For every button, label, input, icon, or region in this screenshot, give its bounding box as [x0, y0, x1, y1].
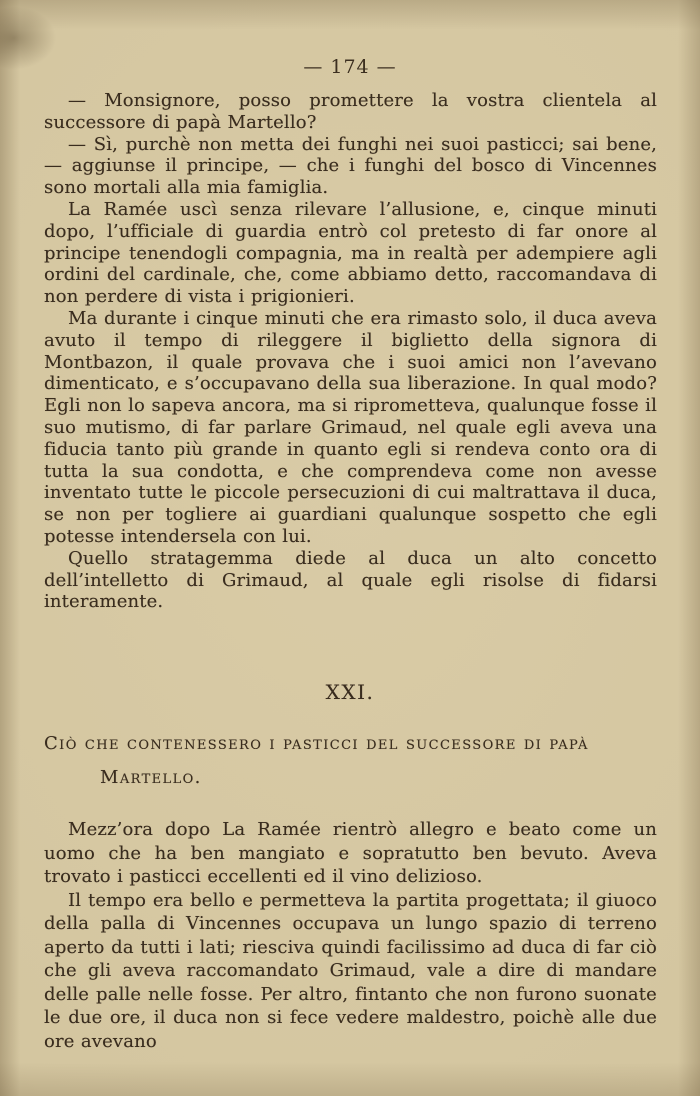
chapter-title-line-2: Martello.: [100, 767, 202, 788]
chapter-title-line-1: Ciò che contenessero i pasticci del successore di papà: [44, 733, 589, 754]
text-block-top: [44, 90, 657, 613]
paragraph-dialogue-1: — Monsignore, posso promettere la vostra clientela al successore di papà Martello?: [44, 90, 657, 133]
page-number: — 174 —: [303, 56, 397, 78]
chapter-title: [44, 733, 657, 788]
paragraph-narrative-4: Mezz’ora dopo La Ramée rientrò allegro e beato come un uomo che ha ben mangiato e sopratutto ben bevuto. Aveva trovato i pasticci eccellenti ed il vino delizioso.: [44, 819, 657, 887]
paragraph-narrative-3: Quello stratagemma diede al duca un alto concetto dell’intelletto di Grimaud, al quale egli risolse di fidarsi interamente.: [44, 547, 657, 613]
chapter-number: XXI.: [325, 680, 375, 704]
paragraph-dialogue-2: — Sì, purchè non metta dei funghi nei suoi pasticci; sai bene, — aggiunse il principe, — che i funghi del bosco di Vincennes sono mortali alla mia famiglia.: [44, 133, 657, 199]
paragraph-narrative-5: Il tempo era bello e permetteva la partita progettata; il giuoco della palla di Vincennes occupava un lungo spazio di terreno aperto da tutti i lati; riesciva quindi facilissimo ad duca di far ciò che gli aveva raccomandato Grimaud, vale a dire di mandare delle palle nelle fosse. Per altro, fintanto che non furono suonate le due ore, il duca non si fece vedere maldestro, poichè alle due ore avevano: [44, 889, 657, 1052]
paragraph-narrative-1: La Ramée uscì senza rilevare l’allusione, e, cinque minuti dopo, l’ufficiale di guardia entrò col pretesto di far onore al principe tenendogli compagnia, ma in realtà per adempiere agli ordini del cardinale, che, come abbiamo detto, raccomandava di non perdere di vista i prigionieri.: [44, 198, 657, 308]
text-block-bottom: [44, 818, 657, 1053]
paragraph-narrative-2: Ma durante i cinque minuti che era rimasto solo, il duca aveva avuto il tempo di rileggere il biglietto della signora di Montbazon, il quale provava che i suoi amici non l’avevano dimenticato, e s’occupavano della sua liberazione. In qual modo? Egli non lo sapeva ancora, ma si riprometteva, qualunque fosse il suo mutismo, di far parlare Grimaud, nel quale egli aveva una fiducia tanto più grande in quanto egli si rendeva conto ora di tutta la sua condotta, e che comprendeva come non avesse inventato tutte le piccole persecuzioni di cui maltrattava il duca, se non per togliere ai guardiani qualunque sospetto che egli potesse intendersela con lui.: [44, 307, 657, 547]
